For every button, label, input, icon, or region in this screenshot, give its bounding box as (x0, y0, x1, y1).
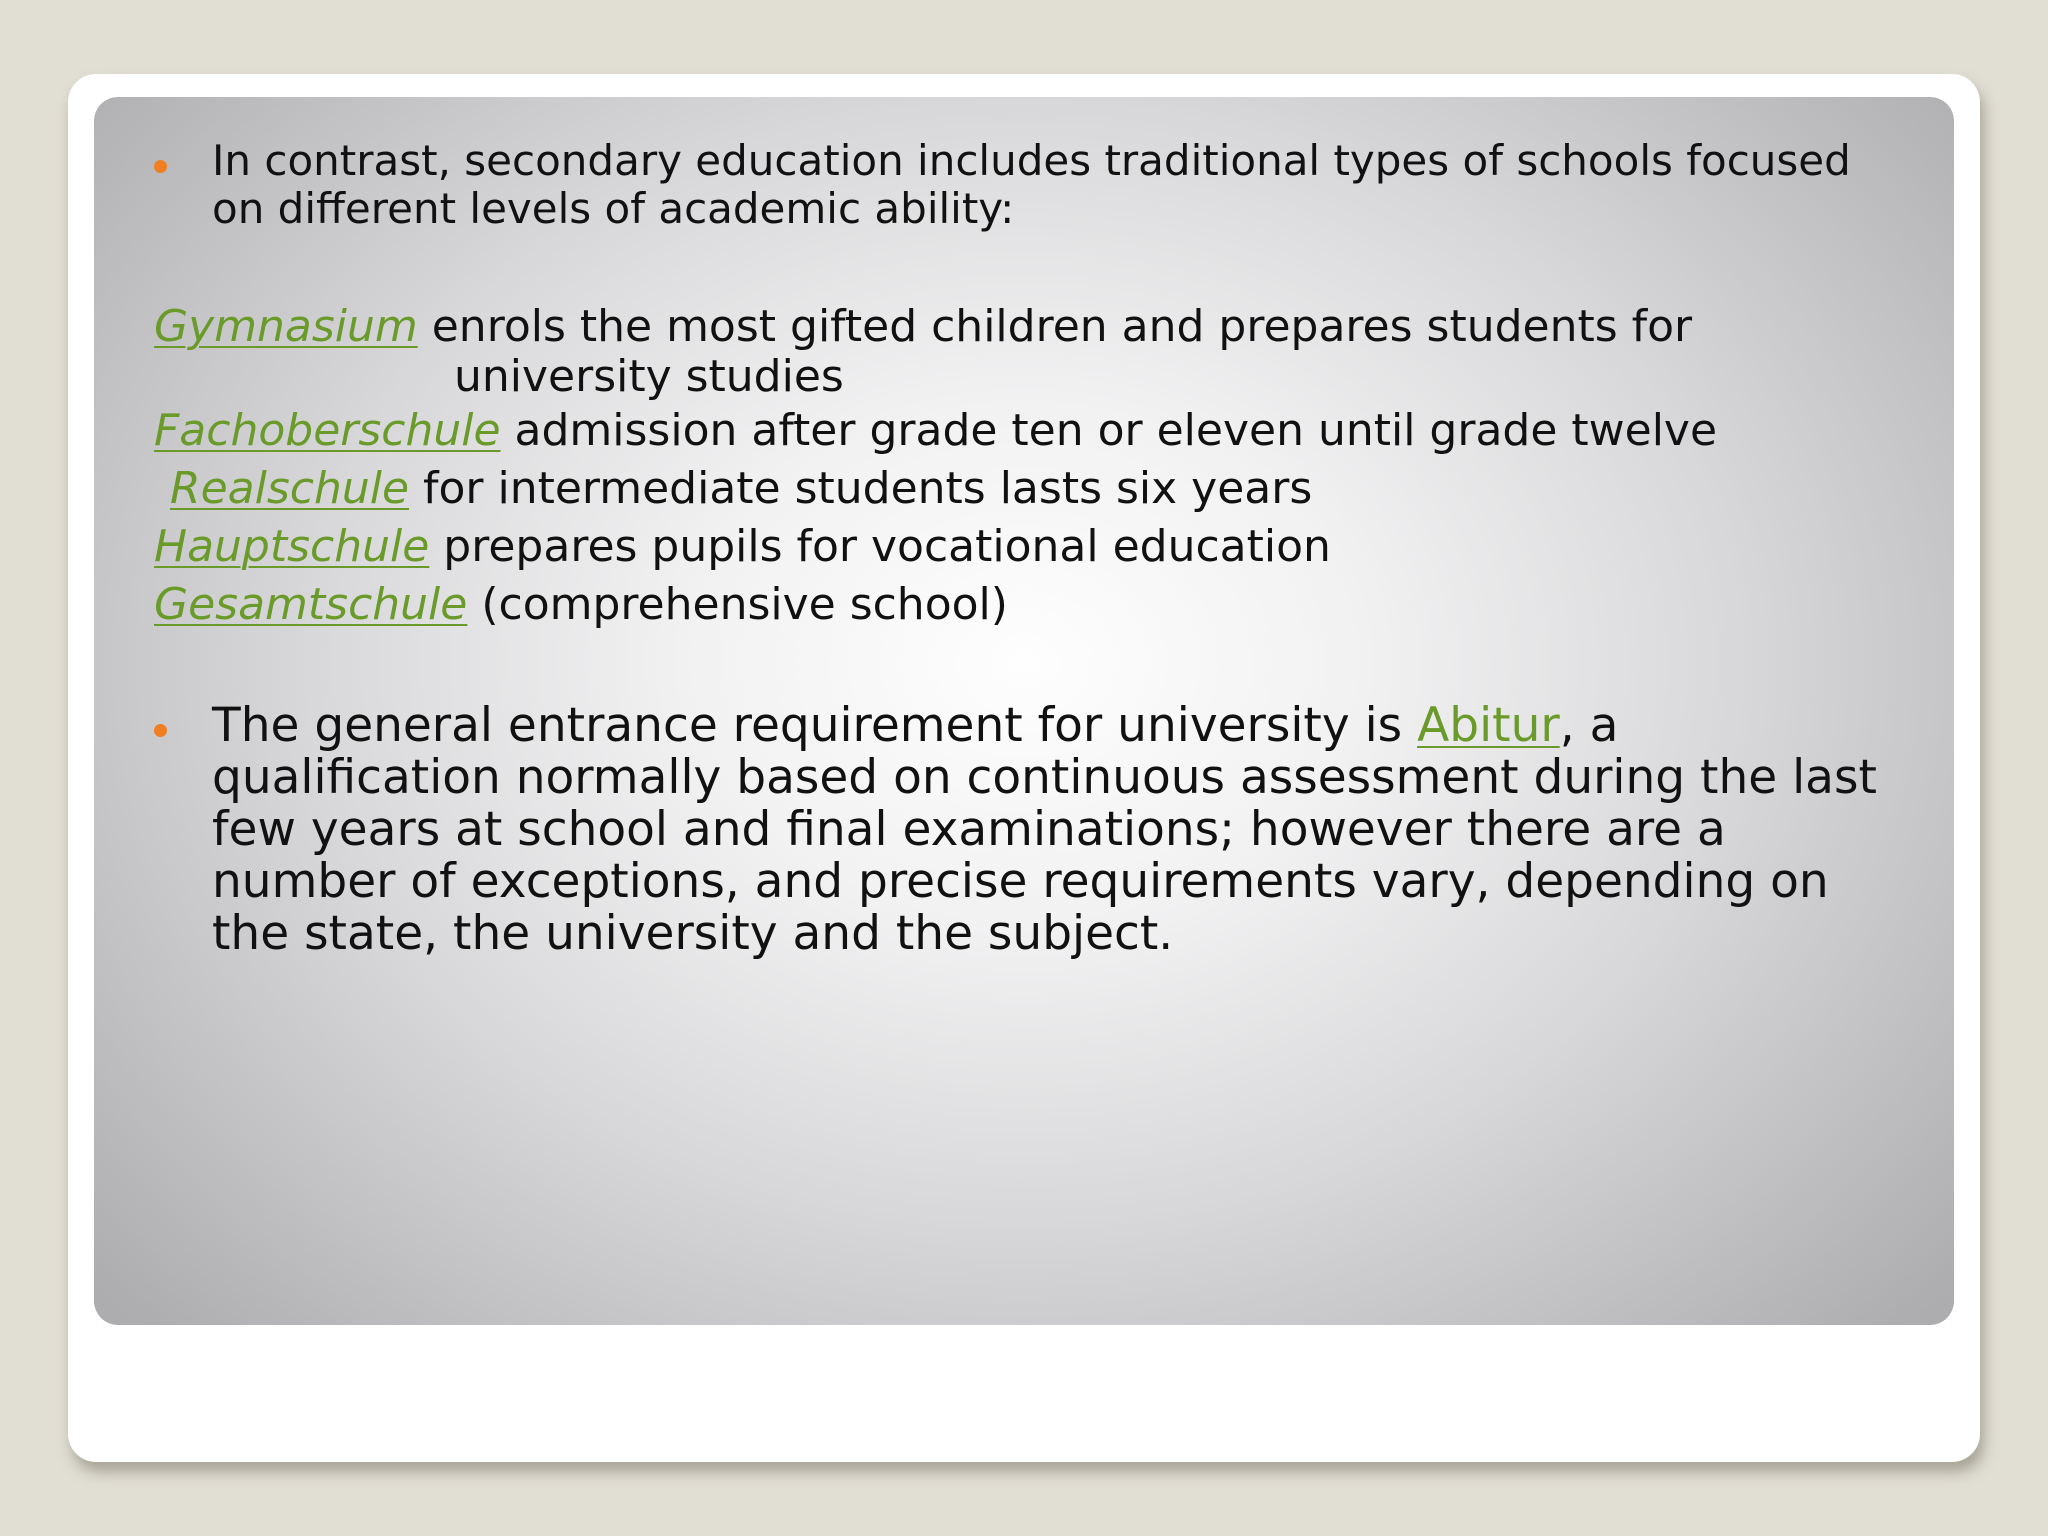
school-item-gymnasium (154, 302, 1854, 402)
school-description: (comprehensive school) (467, 579, 1008, 630)
school-item-realschule (170, 464, 1312, 514)
school-description: for intermediate students lasts six years (409, 463, 1313, 514)
school-item-hauptschule (154, 522, 1331, 572)
bullet-text-start: The general entrance requirement for university is (212, 698, 1418, 753)
bullet-entrance-requirement (154, 700, 1892, 960)
abitur-link[interactable]: Abitur (1417, 698, 1560, 753)
bullet-text (212, 700, 1892, 960)
bullet-secondary-education (154, 137, 1852, 233)
hauptschule-link[interactable]: Hauptschule (154, 521, 430, 572)
bullet-dot-icon (154, 160, 167, 173)
school-description-continued: university studies (454, 351, 844, 402)
bullet-dot-icon (154, 724, 167, 737)
school-description: admission after grade ten or eleven until grade twelve (500, 405, 1718, 456)
bullet-text: In contrast, secondary education includes traditional types of schools focused on different levels of academic ability: (212, 136, 1851, 233)
bullet-text-end: , a qualification normally based on continuous assessment during the last few years at school and final examinations; however there are a number of exceptions, and precise requirements vary, depending on the state, the university and the subject. (212, 698, 1877, 961)
realschule-link[interactable]: Realschule (170, 463, 410, 514)
school-item-gesamtschule (154, 580, 1008, 630)
slide-content-panel (94, 97, 1954, 1325)
fachoberschule-link[interactable]: Fachoberschule (154, 405, 501, 456)
school-item-fachoberschule (154, 406, 1717, 456)
gymnasium-link[interactable]: Gymnasium (154, 301, 418, 352)
school-description: prepares pupils for vocational education (429, 521, 1331, 572)
school-description: enrols the most gifted children and prepares students for (417, 301, 1693, 352)
gesamtschule-link[interactable]: Gesamtschule (154, 579, 468, 630)
